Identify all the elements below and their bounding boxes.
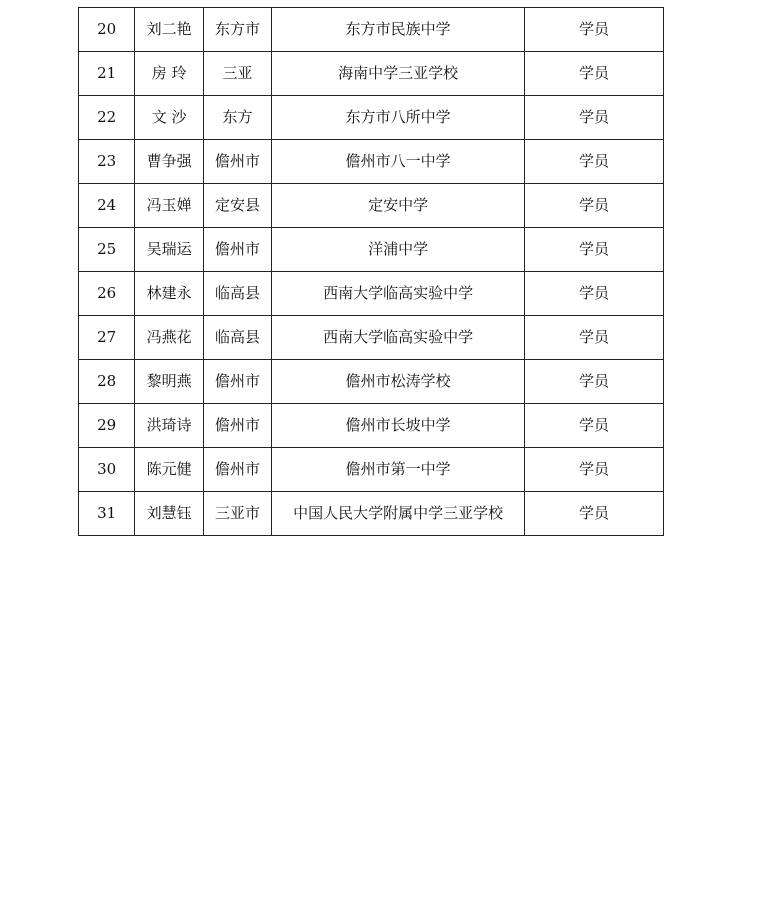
cell-school: 儋州市松涛学校 xyxy=(272,360,525,404)
cell-region: 儋州市 xyxy=(203,404,271,448)
cell-role: 学员 xyxy=(525,140,664,184)
cell-school: 西南大学临高实验中学 xyxy=(272,316,525,360)
cell-role: 学员 xyxy=(525,52,664,96)
cell-number: 31 xyxy=(79,492,135,536)
cell-role: 学员 xyxy=(525,316,664,360)
table-row xyxy=(79,228,664,272)
cell-region: 三亚 xyxy=(203,52,271,96)
cell-region: 儋州市 xyxy=(203,448,271,492)
cell-role: 学员 xyxy=(525,8,664,52)
cell-region: 儋州市 xyxy=(203,360,271,404)
cell-name: 吴瑞运 xyxy=(135,228,203,272)
cell-name: 房 玲 xyxy=(135,52,203,96)
cell-name: 刘二艳 xyxy=(135,8,203,52)
cell-role: 学员 xyxy=(525,492,664,536)
cell-number: 27 xyxy=(79,316,135,360)
table-row xyxy=(79,404,664,448)
cell-school: 定安中学 xyxy=(272,184,525,228)
cell-name: 洪琦诗 xyxy=(135,404,203,448)
roster-table-body xyxy=(79,8,664,536)
cell-number: 25 xyxy=(79,228,135,272)
cell-role: 学员 xyxy=(525,272,664,316)
cell-name: 冯玉婵 xyxy=(135,184,203,228)
table-row xyxy=(79,360,664,404)
table-row xyxy=(79,96,664,140)
cell-school: 海南中学三亚学校 xyxy=(272,52,525,96)
cell-name: 林建永 xyxy=(135,272,203,316)
cell-number: 29 xyxy=(79,404,135,448)
cell-region: 东方市 xyxy=(203,8,271,52)
cell-role: 学员 xyxy=(525,184,664,228)
cell-region: 儋州市 xyxy=(203,228,271,272)
cell-name: 冯燕花 xyxy=(135,316,203,360)
table-row xyxy=(79,184,664,228)
cell-role: 学员 xyxy=(525,360,664,404)
cell-school: 中国人民大学附属中学三亚学校 xyxy=(272,492,525,536)
table-row xyxy=(79,492,664,536)
roster-table xyxy=(78,7,664,536)
cell-school: 西南大学临高实验中学 xyxy=(272,272,525,316)
cell-region: 儋州市 xyxy=(203,140,271,184)
cell-number: 28 xyxy=(79,360,135,404)
cell-name: 陈元健 xyxy=(135,448,203,492)
cell-role: 学员 xyxy=(525,228,664,272)
cell-name: 文 沙 xyxy=(135,96,203,140)
cell-region: 东方 xyxy=(203,96,271,140)
cell-number: 20 xyxy=(79,8,135,52)
cell-region: 临高县 xyxy=(203,272,271,316)
cell-name: 黎明燕 xyxy=(135,360,203,404)
cell-number: 22 xyxy=(79,96,135,140)
cell-school: 儋州市长坡中学 xyxy=(272,404,525,448)
cell-school: 东方市八所中学 xyxy=(272,96,525,140)
table-row xyxy=(79,316,664,360)
cell-school: 儋州市八一中学 xyxy=(272,140,525,184)
cell-role: 学员 xyxy=(525,404,664,448)
cell-school: 儋州市第一中学 xyxy=(272,448,525,492)
cell-name: 刘慧钰 xyxy=(135,492,203,536)
cell-role: 学员 xyxy=(525,96,664,140)
table-row xyxy=(79,8,664,52)
cell-number: 21 xyxy=(79,52,135,96)
table-row xyxy=(79,448,664,492)
table-row xyxy=(79,52,664,96)
cell-region: 三亚市 xyxy=(203,492,271,536)
cell-number: 26 xyxy=(79,272,135,316)
cell-region: 定安县 xyxy=(203,184,271,228)
cell-region: 临高县 xyxy=(203,316,271,360)
cell-school: 东方市民族中学 xyxy=(272,8,525,52)
cell-number: 30 xyxy=(79,448,135,492)
cell-number: 24 xyxy=(79,184,135,228)
cell-number: 23 xyxy=(79,140,135,184)
table-row xyxy=(79,140,664,184)
cell-school: 洋浦中学 xyxy=(272,228,525,272)
cell-name: 曹争强 xyxy=(135,140,203,184)
cell-role: 学员 xyxy=(525,448,664,492)
table-row xyxy=(79,272,664,316)
